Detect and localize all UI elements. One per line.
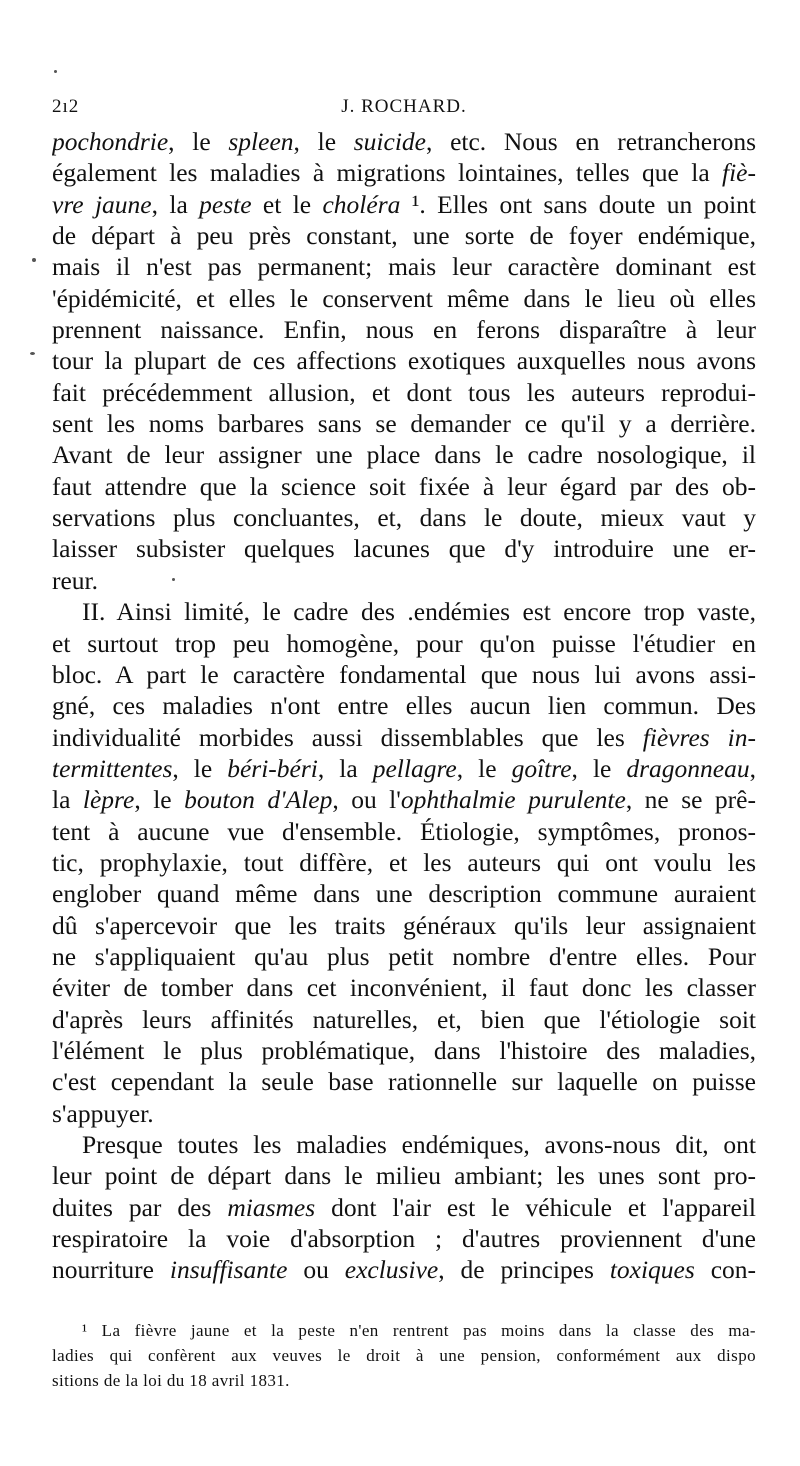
running-title: J. ROCHARD.: [341, 96, 467, 117]
text-line: [52, 659, 756, 690]
text-line: [52, 1160, 756, 1191]
text-run: reur.: [52, 565, 99, 595]
page-header: [52, 96, 756, 126]
text-run: Avant de leur assigner une place dans le cadre nosologique, il: [52, 440, 756, 470]
scan-speck: [54, 70, 57, 73]
text-run: dû s'apercevoir que les traits généraux qu'ils leur assignaient: [52, 910, 756, 940]
text-run: gné, ces maladies n'ont entre elles aucun lien commun. Des: [52, 691, 756, 721]
text-run: respiratoire la voie d'absorption ; d'autres proviennent d'une: [52, 1224, 756, 1254]
text-line: [52, 847, 756, 878]
text-run: ¹. Elles ont sans doute un point: [400, 189, 756, 219]
text-run: , de principes: [438, 1255, 610, 1285]
text-line: [52, 283, 756, 314]
italic-term: pochondrie: [52, 127, 169, 156]
text-run: mais il n'est pas permanent; mais leur caractère dominant est: [52, 252, 756, 282]
text-line: [52, 784, 756, 815]
text-run: prennent naissance. Enfin, nous en ferons disparaître à leur: [52, 315, 756, 345]
text-run: fait précédemment allusion, et dont tous les auteurs reprodui-: [52, 377, 756, 407]
body-text: [52, 126, 756, 1286]
text-run: , etc. Nous en retrancherons: [425, 127, 756, 156]
text-run: tic, prophylaxie, tout diffère, et les auteurs qui ont voulu les: [52, 847, 756, 877]
text-run: et le: [251, 189, 323, 219]
text-run: , ne se prê-: [625, 785, 756, 815]
text-run: servations plus concluantes, et, dans le doute, mieux vaut y: [52, 503, 756, 533]
text-line: [52, 157, 756, 188]
text-run: Presque toutes les maladies endémiques, avons-nous dit, ont: [82, 1130, 756, 1159]
text-line: [52, 377, 756, 408]
italic-term: choléra: [322, 189, 401, 219]
text-line: [52, 1223, 756, 1254]
italic-term: bouton d'Alep: [184, 785, 333, 815]
text-run: 'épidémicité, et elles le conservent même dans le lieu où elles: [52, 283, 756, 313]
text-run: laisser subsister quelques lacunes que d'y introduire une er-: [52, 534, 756, 564]
text-line: [52, 408, 756, 439]
text-run: et surtout trop peu homogène, pour qu'on puisse l'étudier en: [52, 628, 756, 658]
text-line: [52, 972, 756, 1003]
text-line: [52, 502, 756, 533]
italic-term: spleen: [228, 127, 294, 156]
footnote-line: ladies qui confèrent aux veuves le droit à une pension, conformément aux dispo: [52, 1346, 756, 1365]
text-line: [52, 533, 756, 564]
text-run: , le: [456, 753, 512, 783]
text-run: c'est cependant la seule base rationnelle sur laquelle on puisse: [52, 1067, 756, 1097]
text-run: éviter de tomber dans cet inconvénient, il faut donc les classer: [52, 973, 756, 1003]
text-line: [52, 471, 756, 502]
text-run: l'élément le plus problématique, dans l'histoire des maladies,: [52, 1035, 756, 1065]
page-number: 2ı2: [52, 96, 80, 117]
scan-speck: [30, 352, 35, 355]
text-run: , le: [134, 785, 185, 815]
text-run: d'après leurs affinités naturelles, et, bien que l'étiologie soit: [52, 1004, 756, 1034]
footnote: [52, 1318, 756, 1393]
text-run: II. Ainsi limité, le cadre des .endémies est encore trop vaste,: [82, 597, 756, 627]
text-run: s'appuyer.: [52, 1098, 154, 1128]
text-run: également les maladies à migrations lointaines, telles que la: [52, 158, 723, 188]
text-run: con-: [694, 1255, 756, 1285]
italic-term: miasmes: [227, 1192, 316, 1222]
text-run: , le: [571, 753, 627, 783]
text-run: tour la plupart de ces affections exotiques auxquelles nous avons: [52, 346, 756, 376]
text-line: [52, 1004, 756, 1035]
text-line: [52, 690, 756, 721]
text-run: bloc. A part le caractère fondamental que nous lui avons assi-: [52, 659, 756, 689]
text-line: [52, 1254, 756, 1285]
italic-term: lèpre: [82, 785, 135, 815]
text-line: [52, 314, 756, 345]
text-run: , le: [293, 127, 354, 156]
text-run: la: [52, 785, 83, 815]
text-run: , la: [151, 189, 200, 219]
italic-term: suicide: [353, 127, 426, 156]
italic-term: dragonneau: [626, 753, 750, 783]
italic-term: goître: [511, 753, 572, 783]
text-line: [52, 596, 756, 627]
text-run: tent à aucune vue d'ensemble. Étiologie, symptômes, pronos-: [52, 816, 756, 846]
scan-speck: [172, 578, 175, 581]
italic-term: fiè-: [722, 158, 756, 188]
text-line: [52, 1192, 756, 1223]
italic-term: vre jaune: [52, 189, 152, 219]
text-run: leur point de départ dans le milieu ambiant; les unes sont pro-: [52, 1161, 756, 1191]
italic-term: peste: [199, 189, 252, 219]
text-line: [52, 1035, 756, 1066]
text-run: , la: [317, 753, 373, 783]
text-run: de départ à peu près constant, une sorte de foyer endémique,: [52, 221, 756, 251]
italic-term: exclusive: [344, 1255, 439, 1285]
italic-term: termittentes: [52, 753, 173, 783]
text-run: , ou l': [332, 785, 401, 815]
text-line: [52, 1129, 756, 1160]
text-line: [52, 220, 756, 251]
scan-speck: [32, 258, 36, 262]
text-run: individualité morbides aussi dissemblables que les: [52, 722, 643, 752]
text-run: sent les noms barbares sans se demander ce qu'il y a derrière.: [52, 409, 756, 439]
text-line: [52, 1066, 756, 1097]
italic-term: insuffisante: [169, 1255, 288, 1285]
text-run: ou: [287, 1255, 345, 1285]
text-line: [52, 251, 756, 282]
italic-term: toxiques: [609, 1255, 695, 1285]
text-line: [52, 1098, 756, 1129]
italic-term: béri-béri: [227, 753, 318, 783]
text-run: nourriture: [52, 1255, 170, 1285]
italic-term: fièvres in-: [642, 722, 756, 752]
italic-term: pellagre: [372, 753, 457, 783]
text-line: [52, 628, 756, 659]
text-line: [52, 941, 756, 972]
text-line: [52, 189, 756, 220]
text-line: [52, 565, 756, 596]
text-line: [52, 816, 756, 847]
text-run: dont l'air est le véhicule et l'appareil: [315, 1192, 756, 1222]
text-run: , le: [172, 753, 228, 783]
text-line: [52, 878, 756, 909]
text-run: faut attendre que la science soit fixée à leur égard par des ob-: [52, 471, 756, 501]
footnote-line: ¹ La fièvre jaune et la peste n'en rentrent pas moins dans la classe des ma-: [82, 1321, 756, 1340]
footnote-line: sitions de la loi du 18 avril 1831.: [52, 1371, 290, 1390]
text-line: [52, 345, 756, 376]
text-run: ,: [749, 753, 756, 783]
text-run: ne s'appliquaient qu'au plus petit nombre d'entre elles. Pour: [52, 941, 756, 971]
text-run: , le: [168, 127, 229, 156]
text-run: duites par des: [52, 1192, 228, 1222]
text-line: [52, 126, 756, 157]
text-run: englober quand même dans une description commune auraient: [52, 879, 756, 909]
text-line: [52, 439, 756, 470]
italic-term: ophthalmie purulente: [400, 785, 626, 815]
text-line: [52, 722, 756, 753]
text-line: [52, 910, 756, 941]
text-line: [52, 753, 756, 784]
